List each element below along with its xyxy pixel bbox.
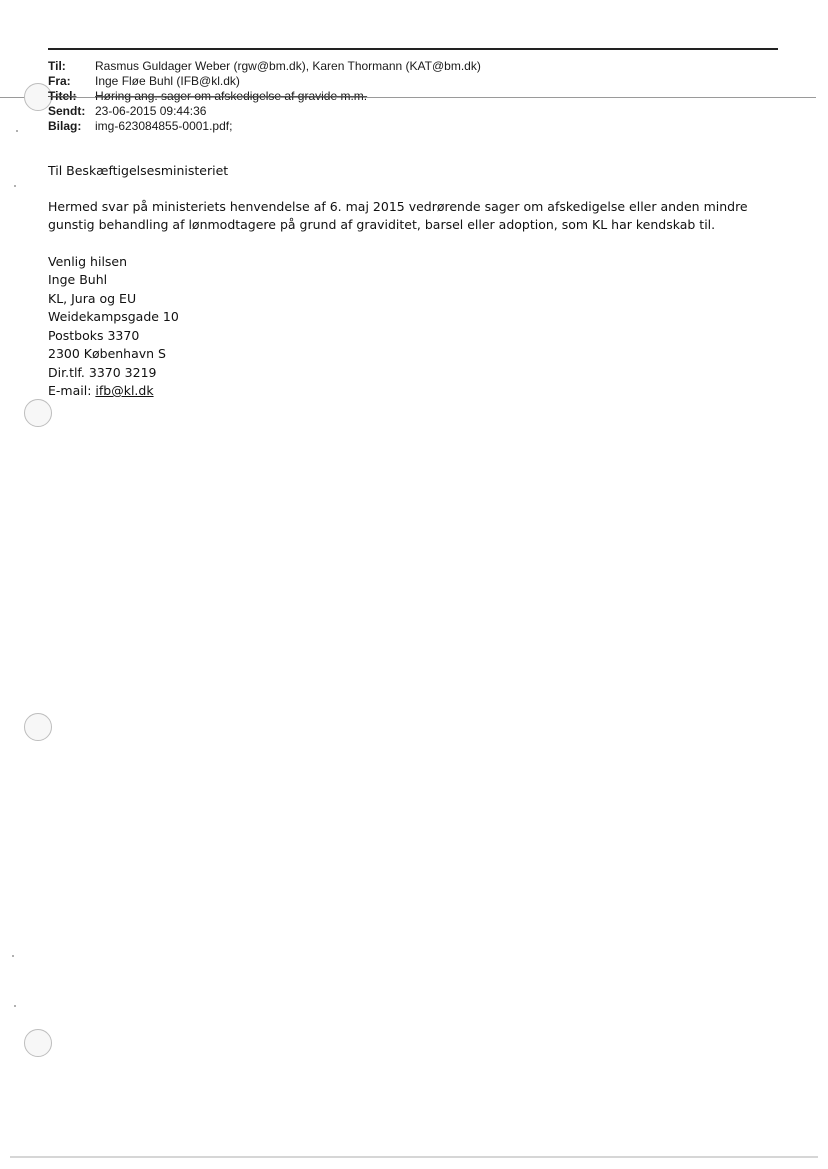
signature-department: KL, Jura og EU bbox=[48, 290, 137, 306]
greeting: Til Beskæftigelsesministeriet bbox=[48, 163, 229, 178]
header-row-from bbox=[48, 74, 481, 89]
header-label: Fra: bbox=[48, 74, 71, 88]
header-value: 23-06-2015 09:44:36 bbox=[95, 104, 207, 118]
signature-name: Inge Buhl bbox=[48, 272, 108, 287]
email-header bbox=[48, 59, 481, 134]
scan-speck bbox=[16, 130, 18, 132]
header-label: Til: bbox=[48, 59, 66, 73]
signature-closing: Venlig hilsen bbox=[48, 253, 128, 269]
signature-street: Weidekampsgade 10 bbox=[48, 309, 179, 324]
punch-hole-2 bbox=[24, 399, 52, 427]
scan-speck bbox=[14, 1005, 16, 1007]
signature-block bbox=[48, 253, 768, 401]
header-label: Titel: bbox=[48, 89, 77, 103]
body-paragraph: Hermed svar på ministeriets henvendelse af 6. maj 2015 vedrørende sager om afskedigelse eller anden mindre gunstig behandling af lønmodtagere på grund af graviditet, barsel eller adoption, som KL har kendskab til. bbox=[48, 198, 748, 232]
header-row-subject bbox=[48, 89, 481, 104]
signature-city: 2300 København S bbox=[48, 346, 166, 361]
signature-postbox: Postboks 3370 bbox=[48, 327, 140, 343]
signature-phone: Dir.tlf. 3370 3219 bbox=[48, 364, 157, 380]
email-body bbox=[48, 162, 768, 401]
header-row-attachment bbox=[48, 119, 481, 134]
email-label: E-mail: bbox=[48, 383, 92, 398]
header-label: Bilag: bbox=[48, 119, 82, 133]
header-value: Inge Fløe Buhl (IFB@kl.dk) bbox=[95, 74, 240, 88]
header-value: Høring ang. sager om afskedigelse af gravide m.m. bbox=[95, 89, 368, 103]
punch-hole-3 bbox=[24, 713, 52, 741]
attachment-filename: img-623084855-0001.pdf; bbox=[95, 119, 233, 133]
scan-speck bbox=[14, 185, 16, 187]
header-row-to bbox=[48, 59, 481, 74]
email-link[interactable]: ifb@kl.dk bbox=[95, 383, 154, 398]
header-row-sent bbox=[48, 104, 481, 119]
signature-email-row bbox=[48, 382, 768, 401]
scan-speck bbox=[12, 955, 14, 957]
page-bottom-edge bbox=[10, 1156, 818, 1158]
header-top-rule bbox=[48, 48, 778, 50]
header-label: Sendt: bbox=[48, 104, 86, 118]
header-value: Rasmus Guldager Weber (rgw@bm.dk), Karen Thormann (KAT@bm.dk) bbox=[95, 59, 481, 73]
punch-hole-4 bbox=[24, 1029, 52, 1057]
